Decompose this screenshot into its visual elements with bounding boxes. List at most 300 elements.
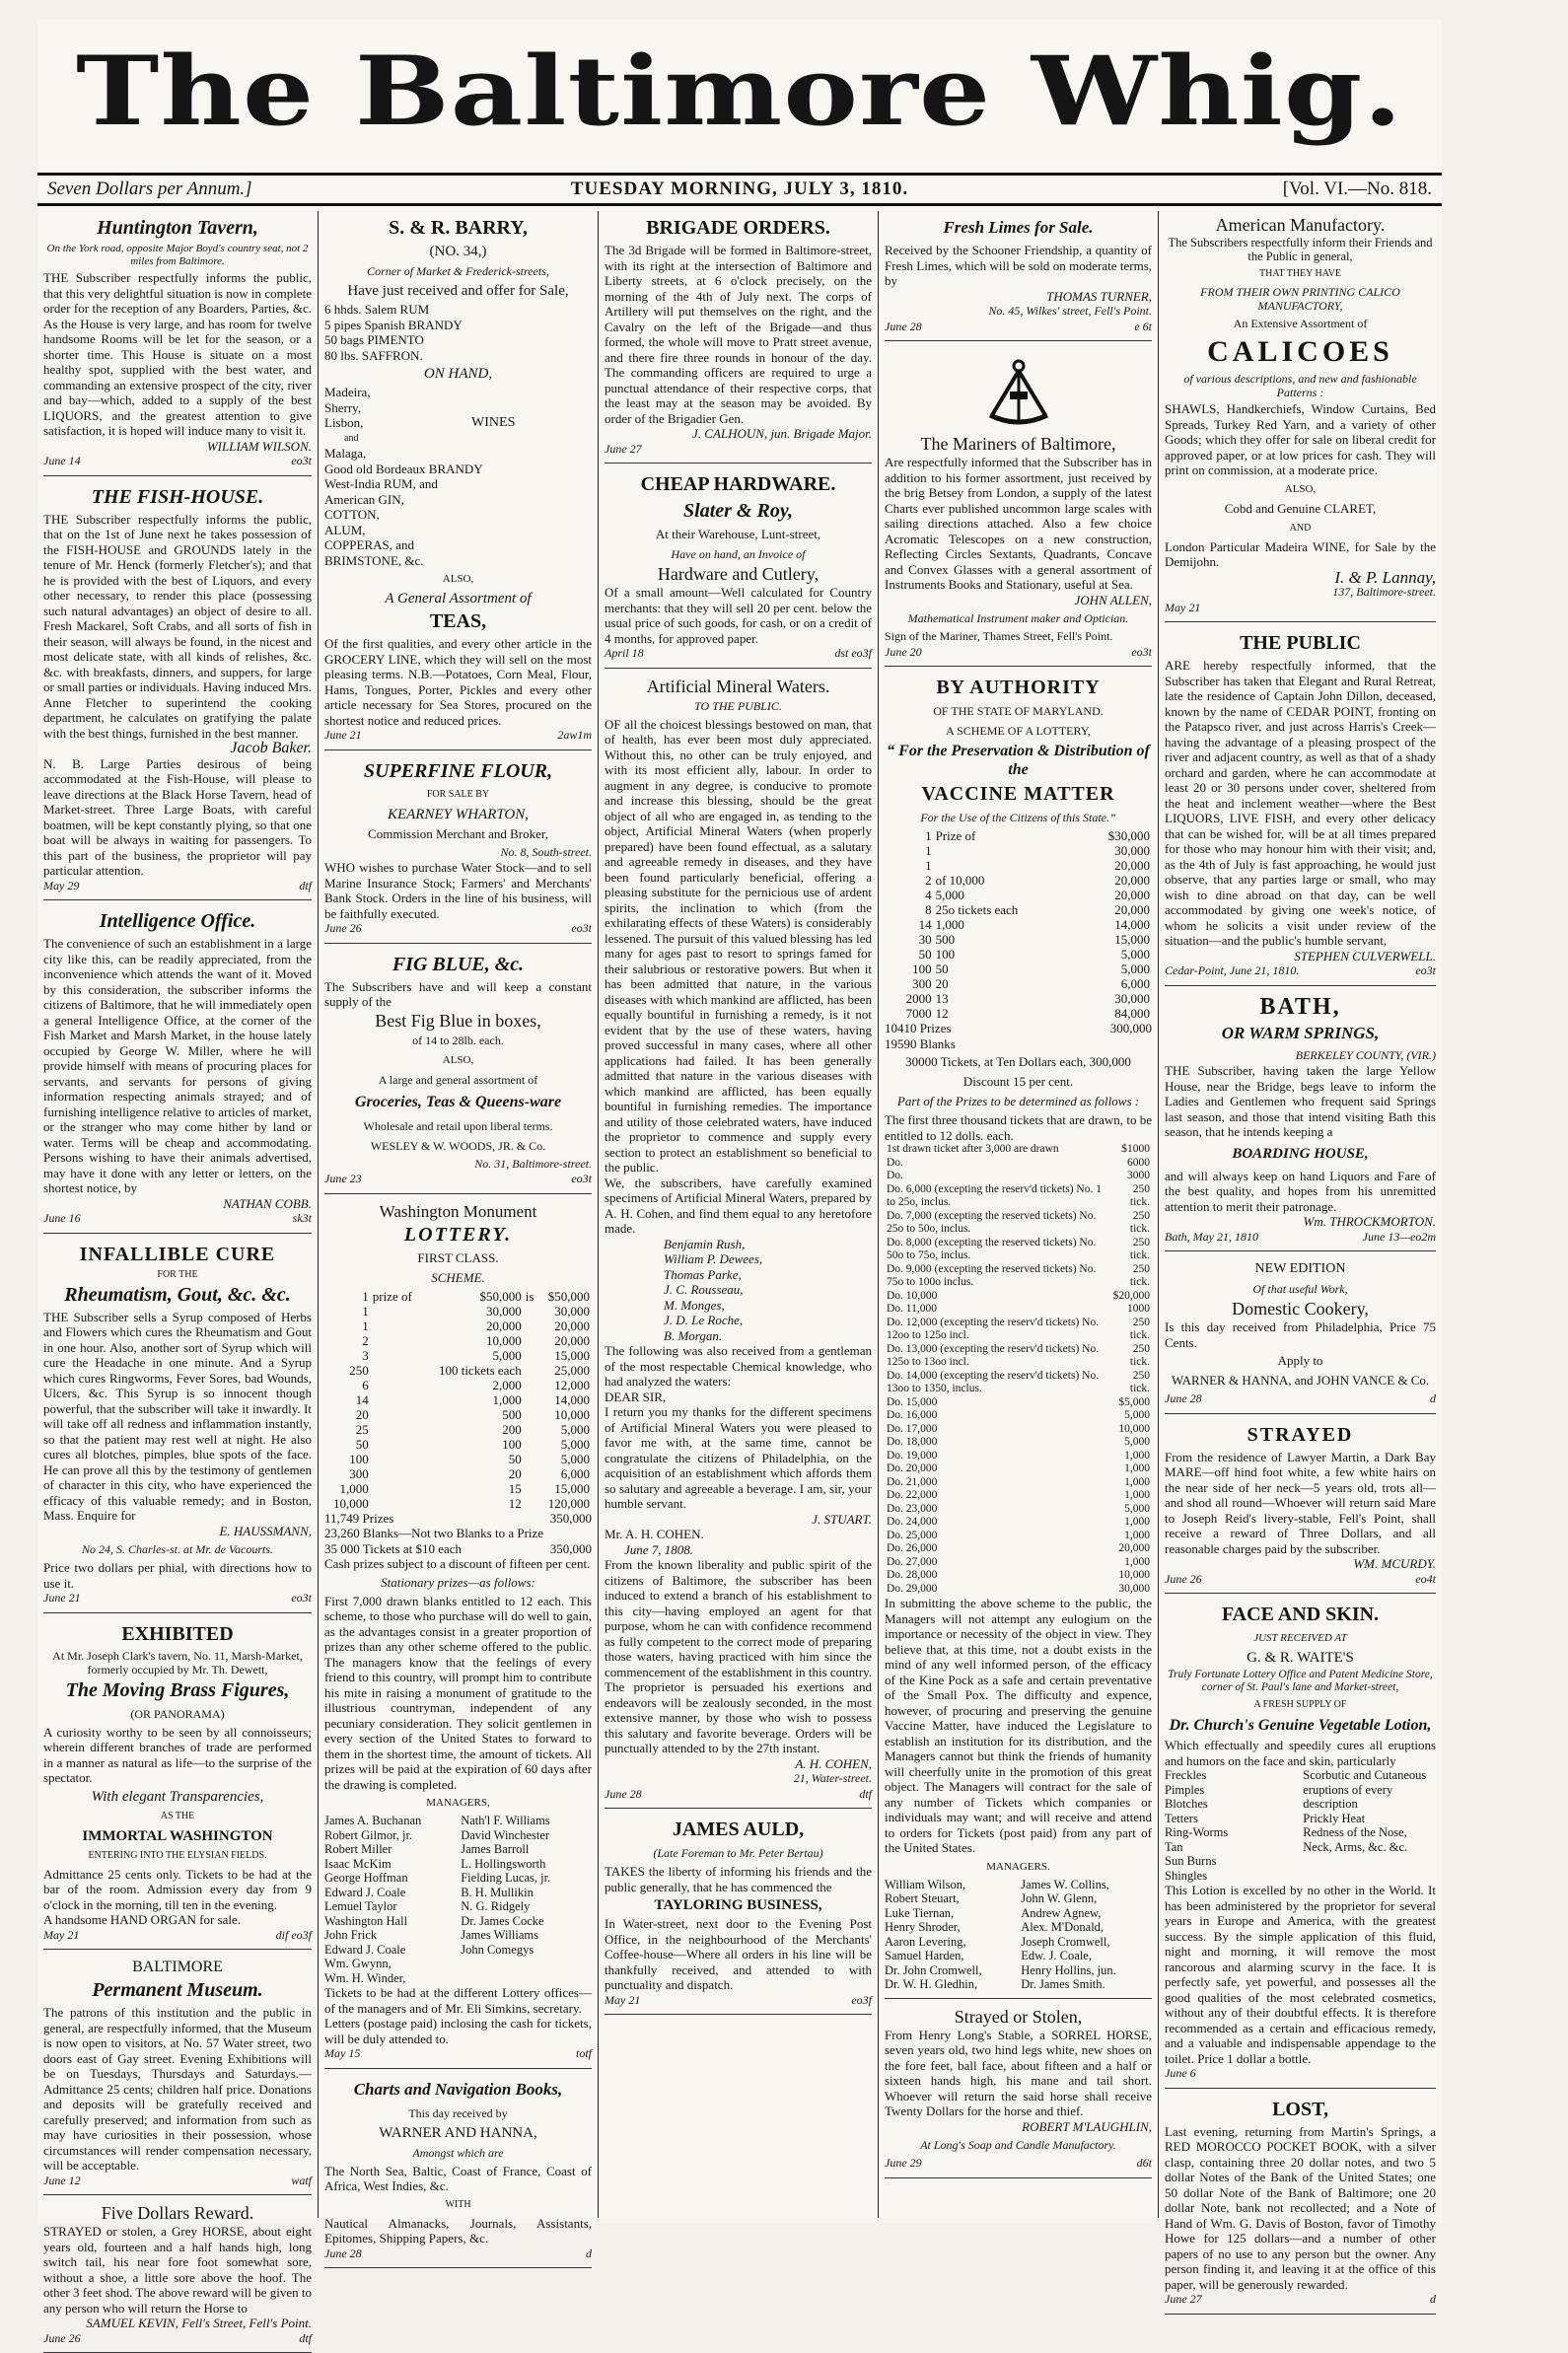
table-cell: 84,000 [1114,1006,1150,1021]
ad-names: WARNER & HANNA, and JOHN VANCE & Co. [1171,1373,1430,1388]
list-item: Sun Burns [1165,1854,1217,1868]
ad-mark: totf [575,2046,592,2060]
list-item: Dr. James Smith. [1021,1977,1105,1991]
table-cell: 250 tick. [1129,1236,1150,1261]
ad-signature: STEPHEN CULVERWELL. [1294,948,1436,963]
ad-subtitle: CALICOES [1207,335,1393,368]
table-cell: Do. 20,000 [887,1462,938,1474]
endorser-list [605,1237,872,1344]
drawing-schedule-table [885,1143,1152,1596]
lottery-scheme-table [885,828,1152,1021]
ad-date: June 26 [324,921,362,935]
ad-address: 137, Baltimore-street. [1332,585,1436,599]
table-cell: 1,000 [1124,1475,1150,1488]
ad-footer [885,645,1152,661]
table-row [885,1290,1152,1304]
ad-monument-lottery [324,1198,592,2069]
managers-label: MANAGERS, [426,1797,490,1809]
ad-mark: d [1430,1391,1436,1405]
ad-line: An Extensive Assortment of [1233,317,1368,330]
ad-title: THE FISH-HOUSE. [91,485,264,508]
table-cell [524,1348,538,1363]
list-item: 5 pipes Spanish BRANDY [324,317,463,332]
table-cell: 1 [362,1318,369,1333]
table-cell: Do. 14,000 (excepting the reserv'd tickets) No. 13oo to 1350, inclus. [887,1369,1100,1394]
ad-line: OF THE STATE OF MARYLAND. [933,704,1104,718]
list-item: J. C. Rousseau, [664,1282,744,1297]
table-cell [371,1422,422,1437]
table-cell: 100 tickets each [438,1362,522,1378]
ad-date: June 28 [885,319,922,333]
table-row [324,1319,592,1333]
table-cell: 30,000 [1114,843,1150,858]
scheme-prizes: 11,749 Prizes [324,1510,394,1526]
table-row [885,1343,1152,1370]
ad-footer [43,1928,312,1944]
list-item: West-India RUM, and [324,476,438,491]
table-cell: 2 [362,1332,369,1348]
list-item: 6 hhds. Salem RUM [324,302,430,317]
table-row [885,828,1152,843]
other-goods-list [324,462,592,569]
table-cell: 1 [362,1288,369,1304]
dateline [37,173,1442,206]
table-cell [524,1304,538,1319]
ad-kicker: FOR THE [157,1268,198,1280]
ad-line: A FRESH SUPPLY OF [1253,1699,1347,1710]
table-row [324,1392,592,1407]
ad-body: From Henry Long's Stable, a SORREL HORSE, seven years old, two hind legs white, new shoes on the fore feet, ball face, about fifteen and a half or sixteen hands high, his mane and tail short. Whoever will return the said horse shall receive Twenty Dollars for the horse and thief. [885,2027,1152,2118]
ad-the-public [1165,626,1436,986]
ad-note: A handsome HAND ORGAN for sale. [43,1912,242,1927]
ad-date: May 21 [1165,600,1201,614]
table-cell: 5,000 [560,1436,590,1452]
table-cell: 2 [925,873,932,888]
ad-signature: SAMUEL KEVIN, Fell's Street, Fell's Point. [86,2316,312,2330]
ad-body: A curiosity worthy to be seen by all connoisseurs; wherein different branches of trade are performed in a manner as natural as life—to the surprise of the spectator. [43,1724,312,1785]
ad-signature: THOMAS TURNER, [1046,288,1152,304]
ad-body: The Subscribers have and will keep a constant supply of the [324,978,592,1009]
ad-mark: dtf [299,2330,312,2345]
table-cell: 5,000 [492,1347,522,1363]
ad-line: JUST RECEIVED AT [1253,1632,1347,1644]
ad-five-dollars-reward [43,2199,312,2353]
ad-address: No 24, S. Charles-st. at Mr. de Vacourts. [81,1542,273,1556]
ad-line: With elegant Transparencies, [91,1788,264,1805]
list-item: Ring-Worms [1165,1825,1229,1839]
list-item: Tan [1165,1839,1183,1854]
letter-date: June 7, 1808. [624,1541,694,1557]
ad-footer [1165,1230,1436,1246]
ad-body-2: In Water-street, next door to the Evening Post Office, in the neighbourhood of the Merchants' Coffee-house—Where all orders in his line will be thankfully received, and attended to with punctuality and dispatch. [605,1916,872,1992]
ad-fig-blue [324,948,592,1194]
letter-signature: J. STUART. [812,1511,872,1527]
table-row [885,1569,1152,1583]
ad-intelligence-office [43,904,312,1234]
list-item: Redness of the Nose, Neck, Arms, &c. &c. [1303,1825,1408,1854]
table-row [885,1183,1152,1210]
table-cell: 3000 [1127,1170,1150,1181]
list-item: Freckles [1165,1768,1207,1782]
column-2 [319,211,598,2260]
ad-more: From the known liberality and public spirit of the citizens of Baltimore, the subscriber has been induced to extend a branch of his establishment to this city—having employed an agent for that purpose, whom he can with confidence recommend as fully competent to the correct mode of preparing those waters, having practiced with him since the commencement of the establishment in this country. The proprietor is persuaded his exertions and endeavors will be zealously seconded, in the most extensive manner, by those who wish to possess this salutary and favorite beverage. Orders will be punctually attended to by the 27th instant. [605,1557,873,1755]
managers-list [324,1814,592,1985]
ad-line: For the Use of the Citizens of this State.” [920,811,1116,824]
ad-title: American Manufactory. [1215,215,1386,235]
ad-intro: The Subscribers respectfully inform their Friends and the Public in general, [1168,236,1433,263]
ad-subtitle: (Late Foreman to Mr. Peter Bertau) [653,1846,823,1860]
columns [37,211,1442,2345]
ad-footer [885,2156,1152,2172]
table-cell [371,1407,422,1422]
ad-signature: I. & P. Lannay, [1334,567,1436,587]
list-item: Andrew Agnew, [1021,1905,1102,1920]
table-cell: Do. 6,000 (excepting the reserv'd tickets) No. 1 to 25o, inclus. [887,1182,1102,1208]
ad-line: of 14 to 28lb. each. [412,1033,504,1047]
ad-title: LOST, [1272,2098,1328,2120]
ad-line: FROM THEIR OWN PRINTING CALICO MANUFACTORY, [1200,285,1400,313]
ad-body: TAKES the liberty of informing his friends and the public generally, that he has commenced the [605,1864,872,1894]
table-cell: 1,000 [1124,1489,1150,1501]
ad-intro: Have just received and offer for Sale, [347,283,569,299]
table-cell: Do. 8,000 (excepting the reserved tickets) No. 50o to 75o, inclus. [887,1236,1097,1261]
list-item: and [344,432,359,444]
ad-date: June 23 [324,1172,362,1185]
table-cell [371,1392,422,1407]
ad-signature: Jacob Baker. [230,740,312,756]
ad-mark: d [586,2246,592,2260]
ad-footer [324,1172,592,1187]
letter-body: I return you my thanks for the different specimens of Artificial Mineral Waters you were pleased to favor me with, at the same time, cannot be congratulate the citizens of Philadelphia, on the acquisition of an establishment which affords them so salutary and agreeable a beverage. I am, sir, your humble servant. [605,1404,872,1511]
table-row [324,1407,592,1422]
ad-title: Huntington Tavern, [97,217,258,239]
ad-footer [1165,1391,1436,1407]
table-cell: 1,000 [339,1480,369,1496]
table-cell: Do. 11,000 [887,1303,938,1315]
table-cell: 15,000 [1114,932,1150,947]
table-cell [524,1407,538,1422]
column-1 [37,211,318,2345]
ad-title: The Mariners of Baltimore, [920,434,1116,454]
ad-signature: WESLEY & W. WOODS, JR. & Co. [370,1138,546,1153]
ad-mark: 2aw1m [557,728,592,742]
table-row [885,1530,1152,1543]
table-cell: 120,000 [547,1495,590,1511]
table-cell: 5,000 [935,888,964,902]
list-item: Henry Hollins, jun. [1021,1962,1116,1977]
table-cell: 20,000 [1114,873,1150,888]
table-row [885,1450,1152,1463]
table-cell: 5,000 [1120,947,1150,962]
ad-line: A large and general assortment of [378,1072,538,1087]
ad-date: June 26 [43,2330,81,2345]
table-cell: Do. 17,000 [887,1422,938,1435]
table-cell: 50 [935,962,949,976]
ad-signature: ROBERT M'LAUGHLIN, [1022,2118,1152,2134]
list-item: BRIMSTONE, &c. [324,552,424,568]
table-cell: 1 [362,1303,369,1319]
ad-mark: eo3t [291,1591,312,1604]
table-cell: 15,000 [554,1480,590,1496]
table-cell: Prize of [935,828,976,843]
ad-title: EXHIBITED [121,1622,234,1645]
ad-address: At Long's Soap and Candle Manufactory. [920,2138,1116,2152]
table-cell: 6,000 [1120,976,1150,991]
list-item: N. G. Ridgely [461,1899,531,1913]
ad-footer [324,728,592,744]
scheme-total-value: 300,000 [1109,1021,1152,1035]
ad-body: Of the first qualities, and every other article in the GROCERY LINE, which they will sell on the most pleasing terms. N.B.—Potatoes, Corn Meal, Flour, Hams, Tongues, Porter, Pickles and every other article necessary for Sea Stores, procured on the shortest notice and reduced prices. [324,636,592,728]
list-item: Scorbutic and Cutaneous eruptions of every description [1303,1768,1427,1811]
ad-mark: eo3t [291,454,312,467]
table-row [885,1516,1152,1530]
table-row [324,1378,592,1392]
ad-mark: dst eo3f [834,646,872,660]
list-item: L. Hollingsworth [461,1856,546,1871]
scheme-total [885,1021,1152,1036]
table-row [324,1304,592,1319]
list-item: Dr. W. H. Gledhin, [885,1977,978,1991]
table-cell: 500 [935,932,956,947]
table-cell: 20,000 [554,1318,590,1333]
table-cell: 250 tick. [1129,1369,1150,1394]
table-cell [524,1466,538,1481]
table-cell: 12 [508,1495,522,1511]
table-cell [371,1378,422,1392]
ad-body-2: and will always keep on hand Liquors and Fare of the best quality, and hopes from his unremitted attention to merit their patronage. [1165,1168,1436,1214]
ailments-right [1303,1768,1436,1883]
list-item: John Frick [324,1928,378,1942]
ad-strayed-or-stolen [885,2003,1152,2178]
list-item: Joseph Cromwell, [1021,1934,1110,1949]
scheme-tickets-text: 35 000 Tickets at $10 each [324,1540,463,1556]
ad-endorsement: We, the subscribers, have carefully examined specimens of Artificial Mineral Waters, prepared by A. H. Cohen, and find them equal to any heretofore made. [605,1175,872,1236]
table-cell: Do. 10,000 [887,1289,938,1302]
ad-subhead: Part of the Prizes to be determined as follows : [896,1094,1140,1108]
list-item: James A. Buchanan [324,1814,422,1827]
table-row [885,962,1152,976]
ad-subtitle: Permanent Museum. [92,1979,263,2001]
table-cell: 20 [508,1465,522,1481]
table-row [324,1496,592,1511]
table-cell [371,1481,422,1496]
ad-line: Apply to [1277,1353,1323,1368]
table-cell: 20,000 [554,1332,590,1348]
ad-line: THAT THEY HAVE [1259,268,1341,279]
table-row [885,1503,1152,1517]
table-row [324,1348,592,1363]
ad-date: June 12 [43,2173,81,2187]
ad-footer [1165,2292,1436,2308]
table-cell: 1,000 [1124,1449,1150,1462]
ad-signature: WILLIAM WILSON. [206,438,312,454]
ad-address: Corner of Market & Frederick-streets, [367,264,549,278]
table-cell: 50 [355,1436,369,1452]
column-4 [879,211,1158,2218]
table-cell: 10,000 [554,1406,590,1422]
table-cell [524,1496,538,1511]
ad-museum [43,1954,312,2195]
table-row [885,1556,1152,1570]
list-item: COPPERAS, and [324,537,415,552]
ad-footer [605,646,872,662]
list-item: COTTON, [324,507,380,522]
ad-subtitle: The Moving Brass Figures, [65,1678,290,1701]
table-row [885,1237,1152,1263]
ad-body: SHAWLS, Handkerchiefs, Window Curtains, Bed Spreads, Turkey Red Yarn, and a variety of other Goods; which they offer for sale on liberal credit for approved paper, or at low prices for cash. They will print on commission, at a moderate price. [1165,401,1436,477]
ailments-left [1165,1768,1298,1883]
ad-terms: Wholesale and retail upon liberal terms. [363,1118,553,1133]
masthead-title: The Baltimore Whig. [75,36,1403,147]
table-cell: 1,000 [492,1391,522,1407]
ad-body: The convenience of such an establishment in a large city like this, can be readily appreciated, from the inconvenience which attends the want of it. Moved by this consideration, the subscriber informs the citizens of Baltimore, that he will immediately open a general Intelligence Office, at the corner of the Fish Market and Marsh Market, in the house lately occupied by George W. Miller, where he will provide himself with means of procuring places for servants, and servants for persons of giving information respecting animals strayed; and of furnishing intelligence relative to articles of market, or the stranger who may come hither by land or water. Terms will be cheap and accommodating. Persons wishing to have their animals advertised, may have it done with any letter or letters, on the shortest notice, by [43,936,312,1195]
table-cell: 20,000 [485,1318,522,1333]
ad-date: June 26 [1165,1571,1202,1586]
ad-title: JAMES AULD, [672,1818,805,1840]
list-item: Washington Hall [324,1913,408,1928]
ad-date: June 27 [1165,2292,1202,2306]
table-row [885,1476,1152,1490]
table-cell: 6000 [1127,1156,1150,1169]
list-item: William P. Dewees, [664,1251,763,1266]
managers-left [324,1814,456,1985]
ad-mark: dif eo3f [275,1927,312,1942]
table-row [324,1481,592,1496]
ad-title: Charts and Navigation Books, [353,2079,563,2099]
table-cell: 30,000 [1118,1582,1150,1595]
ad-title: Strayed or Stolen, [954,2006,1083,2027]
table-cell: 300 [349,1465,369,1481]
table-cell: $30,000 [1107,828,1150,843]
list-item: Dr. James Cocke [461,1913,544,1928]
table-row [324,1452,592,1466]
table-cell: 6 [362,1377,369,1392]
ad-footer [43,879,312,894]
ad-draw-note: The first three thousand tickets that are drawn, to be entitled to 12 dolls. each. [885,1112,1152,1143]
table-cell: 6,000 [560,1465,590,1481]
ad-footer [43,2331,312,2347]
table-cell [371,1466,422,1481]
ad-exhibited [43,1617,312,1951]
scheme-blanks: 19590 Blanks [885,1035,956,1051]
table-row [885,1210,1152,1237]
ad-names: Slater & Roy, [683,500,793,522]
table-cell: 1 [925,858,932,873]
table-cell: 12 [935,1006,949,1021]
list-item: Blotches [1165,1797,1208,1811]
ad-mark: eo4t [1415,1571,1436,1586]
ad-date: June 28 [1165,1391,1202,1405]
managers-right [1021,1878,1152,1992]
ad-body: In submitting the above scheme to the public, the Managers will not attempt any eulogium on the importance or necessity of the object in view. They believe that, at this time, not a doubt exists in the mind of any well informed person, of the efficacy of the Kine Pock as a safe and certain preventative of the Small Pox. The difficulty and expence, however, of procuring and preserving the genuine Vaccine Matter, have induced the Legislature to establish an institution for its distribution, and the Managers cannot but think the friends of humanity will cheerfully unite in the promotion of this great object. The Managers will contract for the sale of any number of Tickets which companies or individuals may want; and will receive and attend to orders for Tickets (post paid) from any part of the United States. [885,1596,1152,1855]
ad-number: (NO. 34,) [429,244,487,259]
table-row [885,1396,1152,1410]
table-cell: Do. 26,000 [887,1542,938,1554]
table-cell: Do. [887,1170,903,1181]
ad-body: Last evening, returning from Martin's Springs, a RED MOROCCO POCKET BOOK, with a silver clasp, containing three 20 dollar notes, and two 5 dollar Notes of the Bank of the United States; one 50 dollar Note of the Bank of Baltimore; one 20 dollar Note, bank not recollected; and a Note of Hand of Wm. G. Davis of Boston, favor of Timothy Howe for 125 dollars—and a number of other papers of no use to any person but the owner. Any person finding it, and leaving it at the office of this paper, will be generously rewarded. [1165,2123,1436,2292]
ad-body: THE Subscriber, having taken the large Yellow House, near the Bridge, begs leave to inform the Ladies and Gentlemen who frequent said Springs last season, and those that intend visiting Bath this season, that he intends keeping a [1165,1063,1436,1139]
ad-footer [324,2046,592,2062]
ad-signature: E. HAUSSMANN, [219,1523,312,1538]
list-item: 50 bags PIMENTO [324,332,424,347]
table-row [885,1409,1152,1423]
ad-date: June 27 [605,441,642,456]
list-item: Lemuel Taylor [324,1899,397,1913]
list-item: Robert Steuart, [885,1891,960,1905]
table-cell [934,858,1077,873]
ad-subtitle: Dr. Church's Genuine Vegetable Lotion, [1169,1717,1432,1734]
ad-title: CHEAP HARDWARE. [640,473,836,495]
wines-group [324,385,592,462]
ad-also: ALSO, [1284,482,1317,495]
ad-title: Washington Monument [379,1201,537,1221]
ad-role: Mathematical Instrument maker and Optician. [907,611,1129,625]
table-cell: 13 [935,991,949,1006]
ad-james-auld [605,1813,872,2015]
ad-address: No. 8, South-street. [500,844,592,859]
ad-date: June 6 [1165,2066,1196,2080]
table-cell: Do. 25,000 [887,1529,938,1541]
ad-footer [43,1591,312,1606]
newspaper-page [37,20,1442,2345]
list-item: Aaron Levering, [885,1934,966,1949]
table-cell: Do. 13,000 (excepting the reserv'd tickets) No. 125o to 13oo incl. [887,1342,1100,1368]
table-cell: Do. 12,000 (excepting the reserv'd tickets) No. 12oo to 125o incl. [887,1316,1100,1341]
table-cell: 20 [355,1406,369,1422]
table-row [885,1157,1152,1171]
ad-date: Cedar-Point, June 21, 1810. [1165,963,1300,977]
ad-footer [43,2174,312,2189]
list-item: Dr. John Cromwell, [885,1962,982,1977]
ad-subtitle: Hardware and Cutlery, [657,564,820,584]
table-row [885,902,1152,917]
ad-body: STRAYED or stolen, a Grey HORSE, about eight years old, fourteen and a half hands high, long switch tail, his near fore foot somewhat sore, without a shoe, a little sore above the hoof. The other 3 feet shod. The above reward will be given to any person who will return the Horse to [43,2224,312,2316]
ad-title: Intelligence Office. [99,910,256,932]
ad-line: Best Fig Blue in boxes, [375,1010,541,1031]
ad-date: May 21 [43,1927,80,1942]
table-row [885,932,1152,947]
table-cell: 14,000 [1114,917,1150,932]
table-cell: 5,000 [1124,1436,1150,1448]
managers-label: MANAGERS. [986,1860,1050,1873]
ad-line: of various descriptions, and new and fashionable Patterns : [1183,372,1417,399]
table-cell: 1,000 [1124,1516,1150,1528]
ad-title: FIG BLUE, &c. [392,953,525,975]
table-row [885,1462,1152,1476]
ad-mark: June 13—eo2m [1362,1229,1436,1244]
table-cell: 10,000 [1118,1569,1150,1581]
ad-date: June 16 [43,1211,81,1225]
ad-title: BY AUTHORITY [936,677,1101,698]
list-item: John Comegys [461,1942,535,1957]
ad-subhead: Stationary prizes—as follows: [381,1574,535,1590]
ad-title: BATH, [1259,993,1341,1020]
ad-title: BALTIMORE [132,1959,223,1975]
table-row [885,1143,1152,1157]
table-cell: Do. 22,000 [887,1489,938,1501]
table-cell: 250 [349,1362,369,1378]
ad-name: KEARNEY WHARTON, [387,806,530,822]
ad-subtitle: TEAS, [429,610,487,632]
list-item: David Winchester [461,1827,550,1842]
ad-tickets-note: Tickets to be had at the different Lottery offices—of the managers and of Mr. Eli Simkins, secretary. [324,1985,592,2016]
table-cell: Do. 18,000 [887,1436,938,1448]
letter-salutation: DEAR SIR, [605,1389,667,1404]
ad-mark: e 6t [1134,319,1152,333]
table-cell: 30 [918,932,932,947]
ad-line: Amongst which are [412,2145,504,2160]
ad-cheap-hardware [605,467,872,669]
